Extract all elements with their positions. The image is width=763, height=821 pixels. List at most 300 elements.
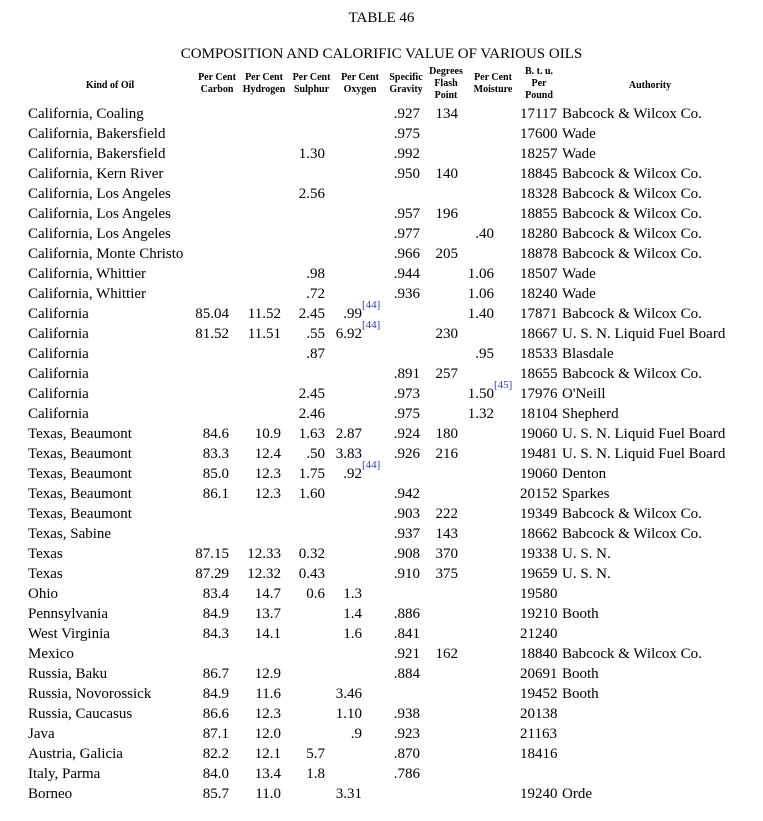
cell-btu-value xyxy=(520,304,558,324)
cell-oxygen xyxy=(343,604,362,624)
cell-sulphur-value xyxy=(306,344,325,364)
btu-text: 18240 xyxy=(520,286,558,302)
cell-kind-value xyxy=(28,784,72,804)
table-row xyxy=(0,744,763,764)
cell-carbon xyxy=(203,484,229,504)
hydrogen-text: 12.3 xyxy=(254,706,281,722)
btu-text: 19060 xyxy=(520,466,558,482)
cell-kind xyxy=(28,244,183,264)
gravity-text: .908 xyxy=(393,546,420,562)
cell-carbon-value xyxy=(203,684,229,704)
cell-oxygen xyxy=(336,684,362,704)
cell-btu-value xyxy=(520,504,558,524)
cell-carbon xyxy=(195,324,229,344)
cell-authority-value xyxy=(562,604,599,624)
cell-btu xyxy=(520,164,558,184)
oxygen-text: .99 xyxy=(343,306,362,322)
cell-flash-value xyxy=(436,644,459,664)
carbon-text: 83.4 xyxy=(202,586,229,602)
table-row xyxy=(0,584,763,604)
cell-btu-value xyxy=(520,224,558,244)
btu-text: 19240 xyxy=(520,786,558,802)
btu-text: 19349 xyxy=(520,506,558,522)
cell-kind-value xyxy=(28,384,89,404)
cell-kind-value xyxy=(28,264,146,284)
flash-text: 134 xyxy=(435,106,458,122)
sulphur-text: 1.8 xyxy=(306,766,325,782)
header-gravity xyxy=(385,72,427,96)
authority-text: Babcock & Wilcox Co. xyxy=(562,186,702,202)
kind-text: West Virginia xyxy=(28,626,110,642)
gravity-text: .977 xyxy=(393,226,420,242)
cell-btu xyxy=(520,404,558,424)
cell-gravity xyxy=(394,604,420,624)
cell-btu xyxy=(520,784,558,804)
cell-authority-value xyxy=(562,524,702,544)
cell-carbon-value xyxy=(203,704,229,724)
header-moisture-line2: Moisture xyxy=(473,84,513,95)
footnote-link[interactable]: [44] xyxy=(362,319,381,331)
table-row xyxy=(0,184,763,204)
cell-btu xyxy=(520,724,557,744)
gravity-text: .924 xyxy=(393,426,420,442)
kind-text: California, Los Angeles xyxy=(28,186,171,202)
cell-btu xyxy=(520,664,558,684)
kind-text: Pennsylvania xyxy=(28,606,108,622)
cell-kind xyxy=(28,364,89,384)
cell-carbon-value xyxy=(203,444,229,464)
authority-text: Wade xyxy=(562,146,596,162)
oxygen-text: 3.83 xyxy=(335,446,362,462)
cell-authority-value xyxy=(562,304,702,324)
cell-carbon-value xyxy=(195,544,229,564)
cell-sulphur xyxy=(306,324,325,344)
cell-authority-value xyxy=(562,264,596,284)
gravity-text: .966 xyxy=(393,246,420,262)
cell-oxygen-value xyxy=(343,299,381,324)
cell-hydrogen-value xyxy=(247,544,281,564)
cell-carbon-value xyxy=(195,304,229,324)
cell-carbon-value xyxy=(203,744,229,764)
kind-text: Russia, Baku xyxy=(28,666,108,682)
table-row xyxy=(0,504,763,524)
gravity-text: .927 xyxy=(393,106,420,122)
cell-gravity-value xyxy=(394,524,420,544)
cell-sulphur-value xyxy=(299,484,325,504)
carbon-text: 82.2 xyxy=(202,746,229,762)
table-row xyxy=(0,644,763,664)
hydrogen-text: 11.52 xyxy=(247,306,281,322)
cell-kind xyxy=(28,164,163,184)
header-oxygen xyxy=(337,72,383,96)
sulphur-text: .50 xyxy=(306,446,325,462)
cell-btu-value xyxy=(520,564,558,584)
cell-flash-value xyxy=(436,424,459,444)
table-header xyxy=(0,66,763,106)
cell-hydrogen xyxy=(248,304,281,324)
moisture-text: .95 xyxy=(475,346,494,362)
cell-carbon-value xyxy=(195,564,229,584)
kind-text: California xyxy=(28,326,89,342)
kind-text: California, Whittier xyxy=(28,266,147,282)
cell-kind xyxy=(28,624,110,644)
cell-btu-value xyxy=(520,284,558,304)
table-row xyxy=(0,784,763,804)
hydrogen-text: 12.3 xyxy=(254,486,281,502)
cell-flash xyxy=(436,504,459,524)
kind-text: Russia, Novorossick xyxy=(28,686,152,702)
cell-hydrogen-value xyxy=(255,604,281,624)
kind-text: California, Los Angeles xyxy=(28,226,171,242)
authority-text: Wade xyxy=(562,266,596,282)
cell-carbon-value xyxy=(203,464,229,484)
authority-text: Babcock & Wilcox Co. xyxy=(562,166,702,182)
cell-flash xyxy=(436,544,459,564)
flash-text: 196 xyxy=(435,206,458,222)
sulphur-text: 0.32 xyxy=(298,546,325,562)
cell-kind-value xyxy=(28,304,89,324)
cell-gravity xyxy=(394,564,420,584)
cell-carbon xyxy=(195,544,229,564)
moisture-text: 1.40 xyxy=(467,306,494,322)
cell-btu-value xyxy=(520,744,558,764)
cell-gravity-value xyxy=(394,604,420,624)
cell-authority-value xyxy=(562,464,606,484)
table-number: TABLE 46 xyxy=(348,10,415,26)
cell-flash xyxy=(436,444,459,464)
cell-carbon-value xyxy=(203,604,229,624)
carbon-text: 85.0 xyxy=(202,466,229,482)
cell-sulphur xyxy=(299,424,325,444)
footnote-link[interactable]: [44] xyxy=(362,459,381,471)
cell-kind xyxy=(28,684,151,704)
cell-oxygen-value xyxy=(336,704,362,724)
btu-text: 18280 xyxy=(520,226,558,242)
cell-oxygen xyxy=(351,724,362,744)
gravity-text: .891 xyxy=(393,366,420,382)
cell-kind-value xyxy=(28,544,63,564)
carbon-text: 86.6 xyxy=(202,706,229,722)
authority-text: Orde xyxy=(562,786,592,802)
cell-kind xyxy=(28,724,55,744)
cell-gravity xyxy=(394,744,420,764)
oxygen-text: .92 xyxy=(343,466,362,482)
cell-btu xyxy=(520,544,558,564)
cell-authority-value xyxy=(562,504,702,524)
cell-oxygen-value xyxy=(335,319,381,344)
cell-gravity xyxy=(394,384,420,404)
table-row xyxy=(0,424,763,444)
cell-gravity xyxy=(394,484,420,504)
cell-oxygen xyxy=(343,299,381,324)
cell-hydrogen-value xyxy=(255,584,281,604)
cell-sulphur-value xyxy=(299,384,325,404)
cell-authority-value xyxy=(562,364,702,384)
cell-flash xyxy=(436,104,459,124)
cell-sulphur xyxy=(306,584,325,604)
kind-text: Texas xyxy=(28,546,63,562)
cell-kind-value xyxy=(28,704,132,724)
cell-flash xyxy=(436,244,459,264)
kind-text: Texas, Beaumont xyxy=(28,426,132,442)
flash-text: 216 xyxy=(435,446,458,462)
table-row xyxy=(0,264,763,284)
header-flash-line1: Degrees xyxy=(429,66,463,77)
authority-text: Booth xyxy=(562,606,599,622)
kind-text: California, Bakersfield xyxy=(28,146,166,162)
kind-text: Austria, Galicia xyxy=(28,746,123,762)
table-body xyxy=(0,104,763,804)
cell-sulphur xyxy=(299,544,325,564)
cell-flash-value xyxy=(436,244,459,264)
kind-text: Texas, Beaumont xyxy=(28,506,132,522)
carbon-text: 85.7 xyxy=(202,786,229,802)
cell-btu-value xyxy=(520,104,557,124)
cell-btu xyxy=(520,484,558,504)
cell-authority xyxy=(562,444,725,464)
cell-gravity xyxy=(394,364,420,384)
cell-hydrogen xyxy=(255,744,281,764)
cell-hydrogen-value xyxy=(248,324,281,344)
cell-gravity-value xyxy=(394,424,420,444)
cell-flash-value xyxy=(436,204,459,224)
cell-btu xyxy=(520,344,558,364)
cell-moisture-value xyxy=(468,284,494,304)
cell-gravity xyxy=(394,264,420,284)
moisture-text: 1.06 xyxy=(467,266,494,282)
cell-kind-value xyxy=(28,104,144,124)
gravity-text: .975 xyxy=(393,406,420,422)
sulphur-text: 1.75 xyxy=(298,466,325,482)
cell-btu-value xyxy=(520,544,558,564)
kind-text: Italy, Parma xyxy=(28,766,101,782)
cell-oxygen-value xyxy=(336,424,362,444)
cell-btu-value xyxy=(520,604,558,624)
cell-gravity-value xyxy=(394,164,420,184)
cell-btu-value xyxy=(520,424,558,444)
cell-authority xyxy=(562,304,702,324)
table-row xyxy=(0,124,763,144)
cell-oxygen-value xyxy=(343,584,362,604)
table-row xyxy=(0,624,763,644)
cell-kind xyxy=(28,604,108,624)
kind-text: Texas xyxy=(28,566,63,582)
flash-text: 140 xyxy=(435,166,458,182)
footnote-link[interactable]: [44] xyxy=(362,299,381,311)
cell-authority-value xyxy=(562,424,725,444)
btu-text: 19659 xyxy=(520,566,558,582)
cell-kind xyxy=(28,504,132,524)
gravity-text: .926 xyxy=(393,446,420,462)
cell-moisture-value xyxy=(475,224,494,244)
cell-gravity xyxy=(394,224,420,244)
cell-kind xyxy=(28,744,123,764)
cell-sulphur xyxy=(299,464,325,484)
cell-gravity xyxy=(394,124,420,144)
kind-text: California, Monte Christo xyxy=(28,246,184,262)
carbon-text: 84.3 xyxy=(202,626,229,642)
cell-hydrogen xyxy=(255,784,281,804)
btu-text: 20691 xyxy=(520,666,558,682)
cell-hydrogen xyxy=(255,604,281,624)
table-row xyxy=(0,604,763,624)
kind-text: California xyxy=(28,346,89,362)
flash-text: 370 xyxy=(435,546,458,562)
cell-flash-value xyxy=(436,324,459,344)
cell-flash-value xyxy=(436,544,459,564)
cell-sulphur-value xyxy=(306,744,325,764)
cell-gravity xyxy=(394,444,420,464)
gravity-text: .884 xyxy=(393,666,420,682)
cell-oxygen-value xyxy=(343,624,362,644)
cell-btu-value xyxy=(520,684,558,704)
authority-text: Babcock & Wilcox Co. xyxy=(562,646,702,662)
carbon-text: 84.9 xyxy=(202,606,229,622)
cell-kind xyxy=(28,264,146,284)
oxygen-text: 3.46 xyxy=(335,686,362,702)
cell-flash xyxy=(436,524,459,544)
cell-sulphur-value xyxy=(299,184,325,204)
cell-gravity-value xyxy=(394,764,420,784)
cell-kind xyxy=(28,284,146,304)
cell-gravity xyxy=(394,644,420,664)
btu-text: 18533 xyxy=(520,346,558,362)
header-btu-line3: Pound xyxy=(525,90,553,101)
header-sulphur-line2: Sulphur xyxy=(293,84,330,95)
cell-gravity-value xyxy=(394,364,420,384)
hydrogen-text: 12.4 xyxy=(254,446,281,462)
cell-moisture xyxy=(468,304,494,324)
cell-moisture xyxy=(467,379,513,404)
table-row xyxy=(0,684,763,704)
cell-kind-value xyxy=(28,184,171,204)
cell-sulphur xyxy=(299,484,325,504)
cell-authority xyxy=(562,144,596,164)
oxygen-text: 3.31 xyxy=(335,786,362,802)
cell-authority xyxy=(562,504,702,524)
cell-authority-value xyxy=(562,204,702,224)
cell-gravity-value xyxy=(394,704,420,724)
kind-text: California, Kern River xyxy=(28,166,164,182)
cell-sulphur xyxy=(299,384,325,404)
table-row xyxy=(0,524,763,544)
authority-text: Wade xyxy=(562,126,596,142)
oxygen-text: 1.4 xyxy=(343,606,362,622)
authority-text: Booth xyxy=(562,686,599,702)
cell-authority-value xyxy=(562,544,611,564)
cell-kind xyxy=(28,564,63,584)
cell-authority-value xyxy=(562,344,614,364)
cell-authority xyxy=(562,564,611,584)
cell-btu-value xyxy=(520,324,558,344)
cell-authority-value xyxy=(562,684,599,704)
sulphur-text: 2.56 xyxy=(298,186,325,202)
cell-sulphur xyxy=(299,564,325,584)
cell-kind-value xyxy=(28,344,89,364)
cell-gravity xyxy=(394,504,420,524)
cell-authority-value xyxy=(562,224,702,244)
cell-authority xyxy=(562,384,606,404)
kind-text: Texas, Sabine xyxy=(28,526,112,542)
cell-authority xyxy=(562,324,725,344)
cell-carbon-value xyxy=(203,764,229,784)
cell-btu xyxy=(520,324,558,344)
cell-btu xyxy=(520,204,558,224)
authority-text: U. S. N. Liquid Fuel Board xyxy=(562,326,726,342)
cell-gravity-value xyxy=(394,544,420,564)
cell-btu xyxy=(520,384,558,404)
gravity-text: .936 xyxy=(393,286,420,302)
cell-btu-value xyxy=(520,124,558,144)
cell-kind-value xyxy=(28,624,110,644)
cell-sulphur xyxy=(306,764,325,784)
cell-authority-value xyxy=(562,384,606,404)
btu-text: 20138 xyxy=(520,706,558,722)
cell-kind-value xyxy=(28,764,100,784)
cell-hydrogen-value xyxy=(255,764,281,784)
cell-kind xyxy=(28,664,107,684)
cell-kind-value xyxy=(28,164,163,184)
hydrogen-text: 13.7 xyxy=(254,606,281,622)
btu-text: 18878 xyxy=(520,246,558,262)
cell-btu xyxy=(520,504,558,524)
cell-btu xyxy=(520,124,558,144)
hydrogen-text: 11.0 xyxy=(255,786,281,802)
header-kind: Kind of Oil xyxy=(85,80,135,91)
footnote-link[interactable]: [45] xyxy=(494,379,513,391)
cell-hydrogen-value xyxy=(247,564,281,584)
cell-hydrogen xyxy=(247,564,281,584)
oxygen-text: 1.10 xyxy=(335,706,362,722)
btu-text: 17117 xyxy=(520,106,557,122)
cell-btu xyxy=(520,744,558,764)
cell-hydrogen-value xyxy=(255,484,281,504)
gravity-text: .992 xyxy=(393,146,420,162)
btu-text: 19060 xyxy=(520,426,558,442)
cell-kind xyxy=(28,704,132,724)
cell-kind-value xyxy=(28,504,132,524)
cell-authority xyxy=(562,364,702,384)
btu-text: 18655 xyxy=(520,366,558,382)
cell-kind xyxy=(28,144,165,164)
cell-gravity-value xyxy=(394,104,420,124)
cell-carbon xyxy=(203,584,229,604)
cell-flash xyxy=(436,324,459,344)
cell-authority-value xyxy=(562,664,599,684)
gravity-text: .903 xyxy=(393,506,420,522)
sulphur-text: .98 xyxy=(306,266,325,282)
cell-gravity-value xyxy=(394,484,420,504)
cell-btu-value xyxy=(520,664,558,684)
cell-btu-value xyxy=(520,184,558,204)
cell-gravity xyxy=(394,724,420,744)
kind-text: Mexico xyxy=(28,646,74,662)
cell-sulphur-value xyxy=(299,544,325,564)
hydrogen-text: 14.7 xyxy=(254,586,281,602)
gravity-text: .786 xyxy=(393,766,420,782)
cell-kind xyxy=(28,384,89,404)
cell-kind-value xyxy=(28,464,132,484)
cell-carbon-value xyxy=(203,784,229,804)
btu-text: 18667 xyxy=(520,326,558,342)
cell-btu xyxy=(520,244,558,264)
cell-btu xyxy=(520,604,558,624)
cell-authority-value xyxy=(562,444,725,464)
btu-text: 18855 xyxy=(520,206,558,222)
oxygen-text: 6.92 xyxy=(335,326,362,342)
cell-authority-value xyxy=(562,184,702,204)
table-title: COMPOSITION AND CALORIFIC VALUE OF VARIOUS OILS xyxy=(180,46,583,62)
